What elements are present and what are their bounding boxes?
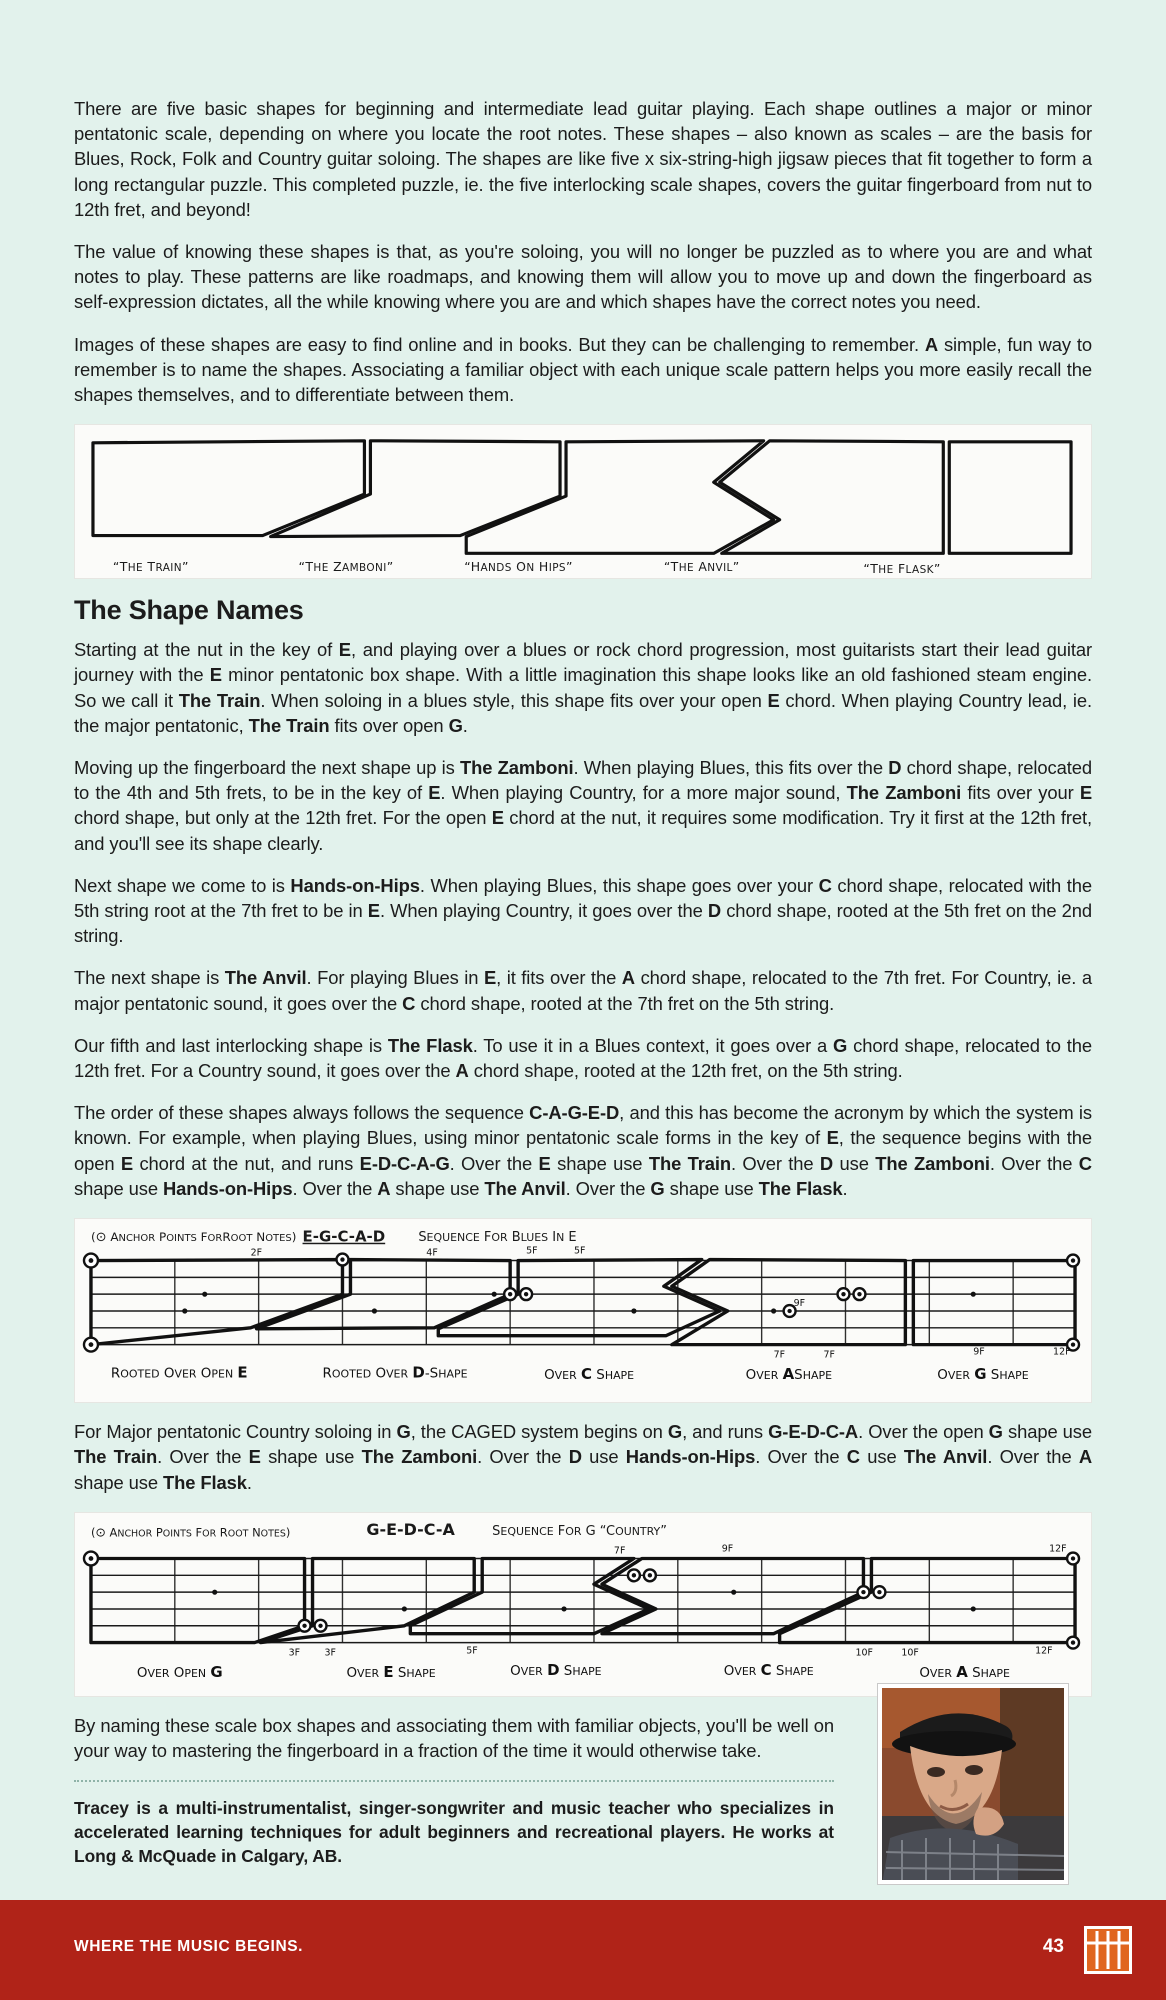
blues-fret-9f-b: 9F [973,1346,985,1358]
blues-fretboard-drawing [75,1219,1091,1402]
intro-paragraph-3: Images of these shapes are easy to find online and in books. But they can be challenging to remember. A simple, fun way to remember is to name the shapes. Associating a familiar object with each unique scale pattern helps you more easily recall the shapes themselves, and to differentiate between them. [74,333,1092,406]
country-label-a-shape: OVER A SHAPE [919,1662,1010,1681]
country-paragraph: For Major pentatonic Country soloing in G, the CAGED system begins on G, and runs G-E-D-C-A. Over the open G shape use The Train. Over the E shape use The Zamboni. Over the D use Hands-on-Hips. Over the C use The Anvil. Over the A shape use The Flask. [74,1421,1093,1493]
page-number: 43 [1042,1936,1064,1957]
country-fret-5f: 5F [466,1645,478,1657]
bio-divider [74,1780,834,1782]
figure-shape-names [74,424,1092,579]
page-title: The Shape Names [74,595,304,626]
author-portrait [882,1688,1064,1880]
blues-fret-5f-a: 5F [526,1245,538,1257]
shape-names-drawing [75,425,1091,578]
shape-label-hands-on-hips: “HANDS ON HIPS” [464,559,573,575]
blues-legend-text: (⊙ ANCHOR POINTS FORROOT NOTES) [90,1229,297,1245]
article-content [74,96,1092,1868]
blues-sequence-text: E-G-C-A-D [302,1227,386,1246]
blues-label-a-shape: OVER ASHAPE [745,1365,833,1384]
shape-label-train: “THE TRAIN” [112,559,189,575]
country-fret-9f: 9F [721,1543,734,1555]
shape-label-anvil: “THE ANVIL” [663,559,740,575]
shape-label-flask: “THE FLASK” [863,561,941,577]
country-fret-7f: 7F [613,1545,626,1557]
blues-fret-7f-b: 7F [823,1349,835,1361]
author-photo [878,1684,1068,1884]
country-legend-text: (⊙ ANCHOR POINTS FOR ROOT NOTES) [90,1524,291,1540]
page-footer [0,1900,1166,2000]
blues-label-c-shape: OVER C SHAPE [544,1365,635,1384]
blues-fret-5f-b: 5F [574,1245,586,1257]
blues-fret-9f: 9F [793,1298,806,1310]
figure-blues-sequence [74,1218,1092,1403]
country-fret-3f-a: 3F [288,1647,301,1659]
country-fretboard-drawing [75,1513,1091,1696]
intro-paragraph-2: The value of knowing these shapes is that, as you're soloing, you will no longer be puzzled as to where you are and what notes to play. These patterns are like roadmaps, and knowing them will allow you to move up and down the fingerboard as self-expression dictates, all the while knowing where you are and which shapes have the correct notes you need. [74,241,1092,313]
shape-paragraph-train: Starting at the nut in the key of E, and playing over a blues or rock chord progression, most guitarists start their lead guitar journey with the E minor pentatonic box shape. With a little imagination this shape looks like an old fashioned steam engine. So we call it The Train. When soloing in a blues style, this shape fits over your open E chord. When playing Country lead, ie. the major pentatonic, The Train fits over open G. [74,639,1093,736]
country-title-text: SEQUENCE FOR G “COUNTRY” [492,1523,667,1539]
country-fret-3f-b: 3F [324,1647,336,1659]
shape-paragraph-flask: Our fifth and last interlocking shape is The Flask. To use it in a Blues context, it goes over a G chord shape, relocated to the 12th fret. For a Country sound, it goes over the A chord shape, rooted at the 12th fret, on the 5th string. [74,1034,1093,1082]
blues-fret-7f-a: 7F [773,1349,786,1361]
country-label-d-shape: OVER D SHAPE [510,1660,602,1679]
footer-tagline: WHERE THE MUSIC BEGINS. [74,1938,304,1955]
blues-fret-12f: 12F [1053,1346,1071,1358]
blues-label-d-shape: ROOTED OVER D-SHAPE [322,1363,468,1382]
country-label-c-shape: OVER C SHAPE [723,1660,814,1679]
figure-country-sequence [74,1512,1092,1697]
country-label-open-g: OVER OPEN G [136,1662,223,1681]
logo-mark [1087,1929,1129,1971]
shape-paragraph-hands: Next shape we come to is Hands-on-Hips. When playing Blues, this shape goes over your C chord shape, relocated with the 5th string root at the 7th fret to be in E. When playing Country, it goes over the D chord shape, rooted at the 5th fret on the 2nd string. [74,874,1092,947]
author-bio: Tracey is a multi-instrumentalist, singer-songwriter and music teacher who specializes in accelerated learning techniques for adult beginners and recreational players. He works at Long & McQuade in Calgary, AB. [74,1798,834,1867]
country-fret-10f-b: 10F [901,1647,919,1659]
country-label-e-shape: OVER E SHAPE [346,1662,436,1681]
blues-label-g-shape: OVER G SHAPE [937,1365,1029,1384]
intro-paragraph-1: There are five basic shapes for beginning and intermediate lead guitar playing. Each shape outlines a major or minor pentatonic scale, depending on where you locate the root notes. These shapes – also known as scales – are the basis for Blues, Rock, Folk and Country guitar soloing. The shapes are like five x six-string-high jigsaw pieces that fit together to form a long rectangular puzzle. This completed puzzle, ie. the five interlocking scale shapes, covers the guitar fingerboard from nut to 12th fret, and beyond! [74,98,1092,220]
blues-fret-4f: 4F [426,1247,438,1259]
blues-title-text: SEQUENCE FOR BLUES IN E [418,1229,577,1245]
shape-paragraph-anvil: The next shape is The Anvil. For playing Blues in E, it fits over the A chord shape, relocated to the 7th fret. For Country, ie. a major pentatonic sound, it goes over the C chord shape, rooted at the 7th fret on the 5th string. [74,967,1092,1014]
shape-label-zamboni: “THE ZAMBONI” [298,559,394,575]
country-fret-12f-top: 12F [1049,1543,1067,1555]
country-fret-12f-bottom: 12F [1035,1645,1053,1657]
closing-paragraph: By naming these scale box shapes and associating them with familiar objects, you'll be well on your way to mastering the fingerboard in a fraction of the time it would otherwise take. [74,1714,834,1761]
shape-paragraph-zamboni: Moving up the fingerboard the next shape up is The Zamboni. When playing Blues, this fits over the D chord shape, relocated to the 4th and 5th frets, to be in the key of E. When playing Country, for a more major sound, The Zamboni fits over your E chord shape, but only at the 12th fret. For the open E chord at the nut, it requires some modification. Try it first at the 12th fret, and you'll see its shape clearly. [74,757,1093,854]
country-fret-10f-a: 10F [855,1647,873,1659]
country-sequence-text: G-E-D-C-A [366,1519,455,1539]
blues-label-open-e: ROOTED OVER OPEN E [110,1363,248,1382]
long-mcquade-logo [1084,1926,1132,1974]
blues-fret-2f: 2F [250,1247,263,1259]
shape-paragraph-order: The order of these shapes always follows the sequence C-A-G-E-D, and this has become the acronym by which the system is known. For example, when playing Blues, using minor pentatonic scale forms in the key of E, the sequence begins with the open E chord at the nut, and runs E-D-C-A-G. Over the E shape use The Train. Over the D use The Zamboni. Over the C shape use Hands-on-Hips. Over the A shape use The Anvil. Over the G shape use The Flask. [74,1102,1093,1199]
